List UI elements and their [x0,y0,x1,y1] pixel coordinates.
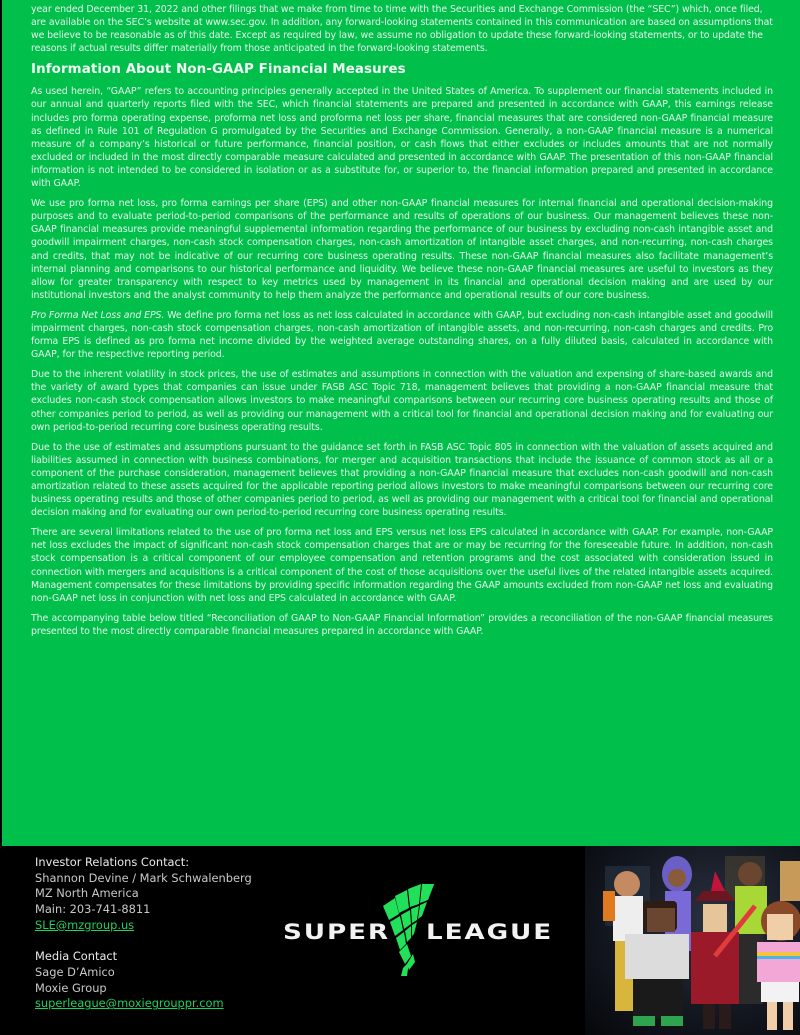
media-contact-email-link[interactable]: superleague@moxiegrouppr.com [35,996,224,1011]
limitations-paragraph: There are several limitations related to the use of pro forma net loss and EPS versus net loss EPS calculated in accordance with GAAP. For example, non-GAAP net loss excludes the impact of significant non-cash stock compensation charges that are or may be recurring for the foreseeable future. In addition, non-cash stock compensation is a critical component of our employee compensation and retention programs and the cost associated with consideration issued in connection with mergers and acquisitions is a critical component of the cost of those acquisitions over the useful lives of the related intangible assets acquired. Management compensates for these limitations by providing specific information regarding the GAAP amounts excluded from non-GAAP net loss and evaluating non-GAAP net loss in conjunction with net loss and EPS calculated in accordance with GAAP. [31,527,773,604]
logo-word-league: LEAGUE [426,920,554,944]
characters-illustration [585,846,800,1035]
investor-relations-email-link[interactable]: SLE@mzgroup.us [35,917,135,932]
super-league-logo [283,876,568,976]
forward-looking-paragraph: year ended December 31, 2022 and other filings that we make from time to time with the Securities and Exchange Commission (the “SEC”) which, once filed, are available on the SEC’s website at www.sec.gov. In addition, any forward-looking statements contained in this communication are based on assumptions that we believe to be reasonable as of this date. Except as required by law, we assume no obligation to update these forward-looking statements, or to update the reasons if actual results differ materially from those anticipated in the forward-looking statements. [31,4,773,55]
stock-volatility-paragraph: Due to the inherent volatility in stock prices, the use of estimates and assumptions in connection with the valuation and expensing of share-based awards and the variety of award types that companies can issue under FASB ASC Topic 718, management believes that providing a non-GAAP financial measure that excludes non-cash stock compensation allows investors to make meaningful comparisons between our recurring core business operating results and those of other companies period to period, as well as providing our management with a critical tool for financial and operational decision making and for evaluating our own period-to-period recurring core business operating results. [31,369,773,433]
footer [0,846,800,1035]
non-gaap-usage-paragraph: We use pro forma net loss, pro forma earnings per share (EPS) and other non-GAAP financial measures for internal financial and operational decision-making purposes and to evaluate period-to-period comparisons of the performance and results of operations of our business. Our management believes these non-GAAP financial measures provide meaningful supplemental information regarding the performance of our business by excluding non-cash intangible asset and goodwill impairment charges, non-cash stock compensation charges, non-cash amortization of intangible asset charges, and non-recurring, non-cash charges and credits, that may not be indicative of our recurring core business operating results. These non-GAAP financial measures also facilitate management’s internal planning and comparisons to our historical performance and liquidity. We believe these non-GAAP financial measures are useful to investors as they allow for greater transparency with respect to key metrics used by management in its financial and operational decision making and are used by our institutional investors and the analyst community to help them analyze the performance and operational results of our core business. [31,198,773,301]
section-heading: Information About Non-GAAP Financial Measures [31,62,406,78]
spacer [35,934,252,950]
pro-forma-paragraph [31,309,773,361]
gaap-definition-paragraph: As used herein, “GAAP” refers to accounting principles generally accepted in the United States of America. To supplement our financial statements included in our annual and quarterly reports filed with the SEC, which financial statements are prepared and presented in accordance with GAAP, this earnings release includes pro forma operating expense, proforma net loss and proforma net loss per share, financial measures that are considered non-GAAP financial measure as defined in Rule 101 of Regulation G promulgated by the Securities and Exchange Commission. Generally, a non-GAAP financial measure is a numerical measure of a company’s historical or future performance, financial position, or cash flows that either excludes or includes amounts that are not normally excluded or included in the most directly comparable measure calculated and presented in accordance with GAAP. The presentation of this non-GAAP financial information is not intended to be considered in isolation or as a substitute for, or superior to, the financial information prepared and presented in accordance with GAAP. [31,86,773,190]
investor-relations-heading: Investor Relations Contact: [35,855,190,869]
investor-relations-phone: Main: 203-741-8811 [35,902,151,917]
logo-word-super: SUPER [283,920,390,944]
media-contact-heading: Media Contact [35,949,118,964]
pro-forma-label: Pro Forma Net Loss and EPS. [31,309,165,321]
pro-forma-text: We define pro forma net loss as net loss calculated in accordance with GAAP, but excluding non-cash intangible asset and goodwill impairment charges, non-cash stock compensation charges, non-cash amortization of intangible assets, and non-recurring, non-cash charges and credits. Pro forma EPS is defined as pro forma net income divided by the weighted average outstanding shares, on a fully diluted basis, calculated in accordance with GAAP, for the respective reporting period. [31,309,773,361]
reconciliation-paragraph: The accompanying table below titled “Reconciliation of GAAP to Non-GAAP Financial Information” provides a reconciliation of the non-GAAP financial measures presented to the most directly comparable financial measures prepared in accordance with GAAP. [31,612,773,637]
media-contact-name: Sage D’Amico [35,964,115,979]
document-body [2,0,800,846]
asc-805-paragraph: Due to the use of estimates and assumptions pursuant to the guidance set forth in FASB ASC Topic 805 in connection with the valuation of assets acquired and liabilities assumed in connection with business combinations, for merger and acquisition transactions that include the issuance of common stock as all or a component of the purchase consideration, management believes that providing a non-GAAP financial measure that excludes non-cash goodwill and non-cash amortization related to these assets acquired for the applicable reporting period allows investors to make meaningful comparisons between our recurring core business operating results and those of other companies period to period, as well as providing our management with a critical tool for financial and operational decision making and for evaluating our own period-to-period recurring core business operating results. [31,441,773,519]
media-contact-company: Moxie Group [35,980,107,995]
investor-relations-names: Shannon Devine / Mark Schwalenberg [35,870,252,885]
contact-block [35,855,252,1012]
investor-relations-company: MZ North America [35,886,139,901]
avatar-characters-image [585,846,800,1035]
